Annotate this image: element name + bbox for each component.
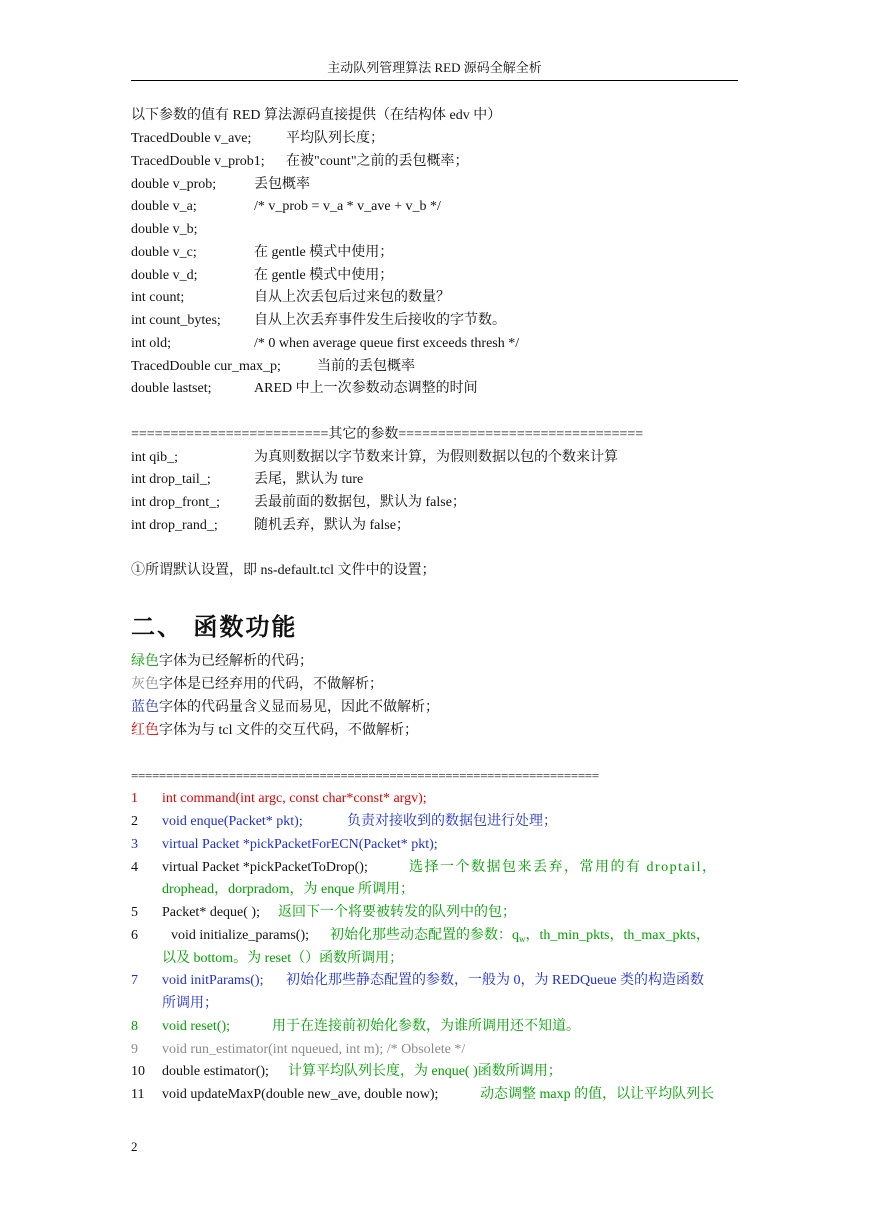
function-number: 2	[131, 814, 138, 829]
function-code: void run_estimator(int nqueued, int m); /* Obsolete */	[162, 1042, 466, 1057]
param-desc: ARED 中上一次参数动态调整的时间	[254, 381, 478, 396]
legend-text: 字体是已经弃用的代码，不做解析；	[159, 677, 383, 692]
function-desc-cont: 以及 bottom。为 reset（）函数所调用；	[162, 951, 404, 966]
function-code: void updateMaxP(double new_ave, double now);	[162, 1087, 439, 1102]
other-params-separator: =========================其它的参数===============================	[131, 427, 644, 442]
param-decl: double v_a;	[131, 199, 197, 214]
legend-color-word: 红色	[131, 723, 159, 738]
legend-text: 字体为已经解析的代码；	[159, 654, 313, 669]
function-number: 1	[131, 791, 138, 806]
param-decl: int drop_rand_;	[131, 518, 218, 533]
function-code: int command(int argc, const char*const* argv);	[162, 791, 427, 806]
function-number: 3	[131, 837, 138, 852]
page-number: 2	[131, 1139, 138, 1154]
legend-text: 字体为与 tcl 文件的交互代码，不做解析；	[159, 723, 418, 738]
param-desc: 当前的丢包概率	[317, 359, 415, 374]
function-desc: 动态调整 maxp 的值，以让平均队列长	[480, 1087, 715, 1102]
function-code: double estimator();	[162, 1064, 269, 1079]
header-rule	[131, 80, 738, 81]
param-desc: 在 gentle 模式中使用；	[254, 245, 394, 260]
function-desc-cont: 所调用；	[162, 996, 218, 1011]
param-decl: int drop_tail_;	[131, 472, 211, 487]
legend-text: 字体的代码量含义显而易见，因此不做解析；	[159, 700, 439, 715]
param-decl: TracedDouble cur_max_p;	[131, 359, 281, 374]
param-decl: TracedDouble v_ave;	[131, 131, 252, 146]
legend-item-green	[131, 653, 313, 671]
legend-color-word: 蓝色	[131, 700, 159, 715]
section-title: 二、 函数功能	[131, 613, 298, 641]
param-desc: 自从上次丢包后过来包的数量？	[254, 290, 450, 305]
functions-separator: ===================================================================	[131, 768, 599, 783]
param-decl: double v_c;	[131, 245, 197, 260]
function-desc: 用于在连接前初始化参数，为谁所调用还不知道。	[272, 1019, 580, 1034]
param-desc: 丢最前面的数据包，默认为 false；	[254, 495, 466, 510]
page-header-title: 主动队列管理算法 RED 源码全解全析	[327, 60, 542, 75]
param-decl: int qib_;	[131, 450, 179, 465]
function-code: void initialize_params();	[171, 928, 310, 943]
param-desc: 丢尾，默认为 ture	[254, 472, 364, 487]
legend-color-word: 绿色	[131, 654, 159, 669]
function-desc	[330, 927, 710, 948]
function-number: 10	[131, 1064, 145, 1079]
param-decl: int old;	[131, 336, 172, 351]
param-desc: 在 gentle 模式中使用；	[254, 268, 394, 283]
legend-item-blue	[131, 699, 439, 717]
param-desc: /* v_prob = v_a * v_ave + v_b */	[254, 199, 441, 214]
param-desc: 丢包概率	[254, 177, 310, 192]
function-number: 8	[131, 1019, 138, 1034]
legend-color-word: 灰色	[131, 677, 159, 692]
param-desc: 为真则数据以字节数来计算，为假则数据以包的个数来计算	[254, 450, 618, 465]
params-intro: 以下参数的值有 RED 算法源码直接提供（在结构体 edv 中）	[131, 108, 502, 123]
param-decl: double v_prob;	[131, 177, 217, 192]
function-code: void initParams();	[162, 973, 264, 988]
function-code: virtual Packet *pickPacketForECN(Packet* pkt);	[162, 837, 438, 852]
param-desc: /* 0 when average queue first exceeds thresh */	[254, 336, 520, 351]
function-desc: 选择一个数据包来丢弃，常用的有 droptail，	[409, 860, 718, 875]
legend-item-gray	[131, 676, 383, 694]
param-desc: 平均队列长度；	[286, 131, 384, 146]
param-decl: TracedDouble v_prob1;	[131, 154, 265, 169]
param-decl: int count_bytes;	[131, 313, 221, 328]
function-number: 5	[131, 905, 138, 920]
param-decl: int drop_front_;	[131, 495, 221, 510]
function-desc-subscript: w	[519, 934, 526, 944]
param-decl: double lastset;	[131, 381, 212, 396]
param-desc: 随机丢弃，默认为 false；	[254, 518, 410, 533]
function-desc: 计算平均队列长度，为 enque( )函数所调用；	[288, 1064, 562, 1079]
function-desc-text: ，th_min_pkts，th_max_pkts，	[525, 928, 710, 943]
param-desc: 自从上次丢弃事件发生后接收的字节数。	[254, 313, 506, 328]
function-code: Packet* deque( );	[162, 905, 260, 920]
function-number: 7	[131, 973, 138, 988]
footnote: ①所谓默认设置，即 ns-default.tcl 文件中的设置；	[131, 563, 436, 578]
function-desc: 返回下一个将要被转发的队列中的包；	[278, 905, 516, 920]
function-number: 6	[131, 928, 138, 943]
function-desc: 初始化那些静态配置的参数，一般为 0，为 REDQueue 类的构造函数	[286, 973, 705, 988]
function-number: 11	[131, 1087, 145, 1102]
function-code: void enque(Packet* pkt);	[162, 814, 303, 829]
legend-item-red	[131, 722, 418, 740]
param-decl: double v_d;	[131, 268, 198, 283]
param-decl: int count;	[131, 290, 185, 305]
function-code: virtual Packet *pickPacketToDrop();	[162, 860, 368, 875]
param-decl: double v_b;	[131, 222, 198, 237]
function-code: void reset();	[162, 1019, 231, 1034]
param-desc: 在被"count"之前的丢包概率；	[286, 154, 469, 169]
function-desc-text: 初始化那些动态配置的参数：q	[330, 928, 519, 943]
function-number: 4	[131, 860, 138, 875]
function-number: 9	[131, 1042, 138, 1057]
function-desc-cont: drophead，dorpradom，为 enque 所调用；	[162, 882, 414, 897]
function-desc: 负责对接收到的数据包进行处理；	[347, 814, 557, 829]
